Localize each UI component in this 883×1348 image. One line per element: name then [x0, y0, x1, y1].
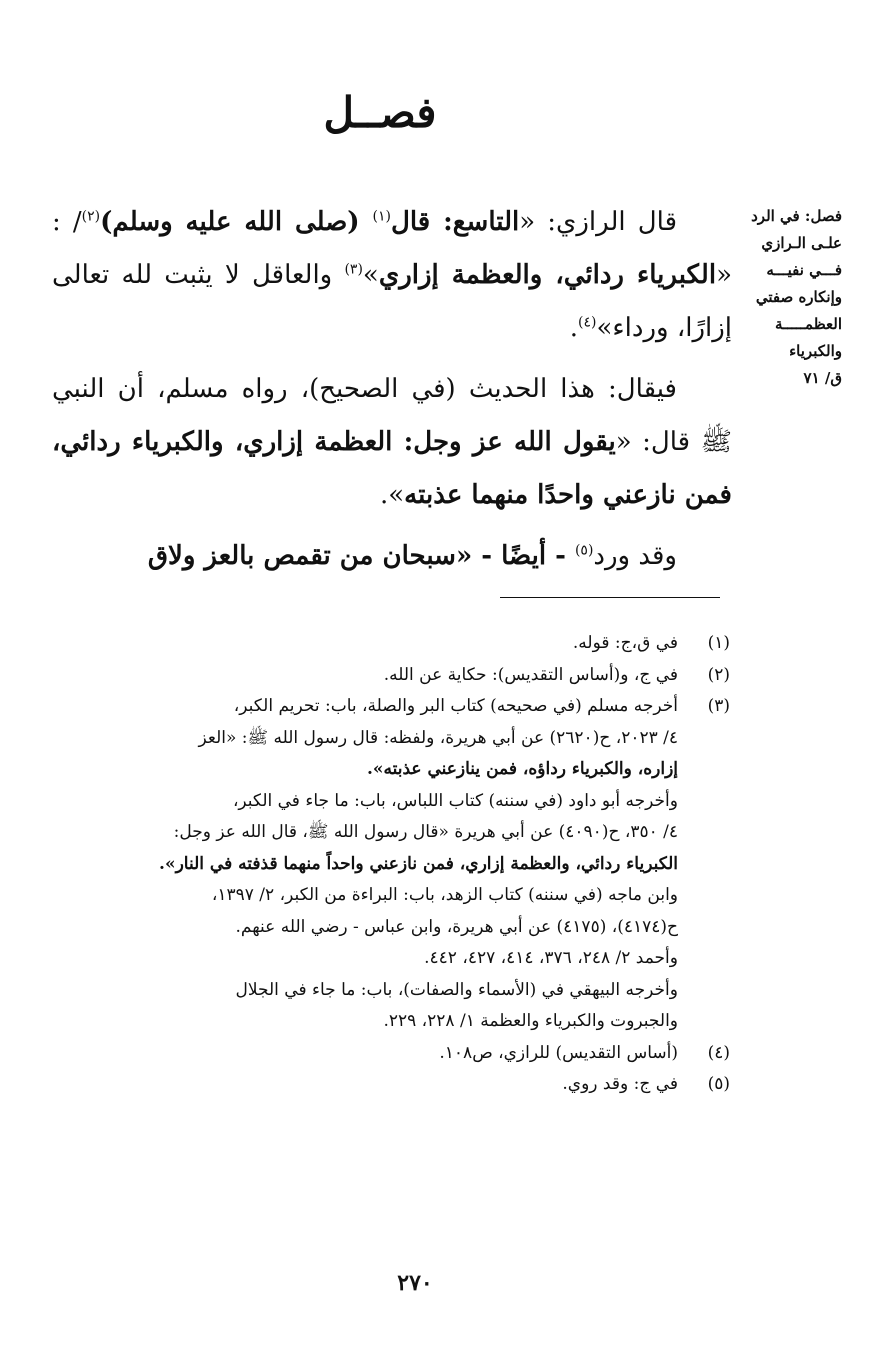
paragraph-2	[52, 363, 732, 522]
footnote-line: وأخرجه البيهقي في (الأسماء والصفات)، باب: ما جاء في الجلال	[235, 979, 678, 1000]
footnotes	[68, 628, 730, 1101]
footnote-body	[68, 1038, 678, 1070]
text-run: .	[569, 313, 579, 343]
footnote-ref: (٤)	[578, 314, 597, 331]
section-title: فصــل	[323, 88, 437, 137]
margin-note-line: والكبرياء	[789, 342, 842, 360]
footnote-line: الكبرياء ردائي، والعظمة إزاري، فمن نازعني واحداً منهما قذفته في النار».	[159, 853, 678, 874]
footnote-line: ٤/ ٢٠٢٣، ح(٢٦٢٠) عن أبي هريرة، ولفظه: قال رسول الله ﷺ: «العز	[198, 727, 678, 748]
footnote-line: في ج: وقد روي.	[562, 1074, 678, 1094]
text-run: / : «	[52, 207, 732, 290]
footnote-ref: (١)	[372, 208, 391, 225]
footnote-line: في ج، و(أساس التقديس): حكاية عن الله.	[383, 664, 678, 685]
text-run-bold: يقول الله عز وجل: العظمة إزاري، والكبرياء ردائي، فمن نازعني واحدًا منهما عذبته	[52, 427, 732, 510]
footnote-2	[68, 660, 730, 692]
footnote-number: (٥)	[707, 1074, 730, 1094]
footnote-body	[68, 660, 678, 692]
text-run: وقد ورد	[593, 541, 677, 571]
margin-note-line: فـــي نفيـــه	[766, 261, 842, 279]
footnote-line: وابن ماجه (في سننه) كتاب الزهد، باب: البراءة من الكبر، ٢/ ١٣٩٧،	[211, 885, 678, 905]
footnote-line: أخرجه مسلم (في صحيحه) كتاب البر والصلة، باب: تحريم الكبر،	[233, 696, 678, 716]
paragraph-3	[52, 530, 732, 583]
footnote-line: وأحمد ٢/ ٢٤٨، ٣٧٦، ٤١٤، ٤٢٧، ٤٤٢.	[424, 948, 678, 968]
text-run: ».	[380, 480, 405, 510]
margin-note-line: ق/ ٧١	[803, 369, 842, 387]
margin-note-line: فصل: في الرد	[751, 207, 842, 225]
text-run: فيقال: هذا الحديث (في الصحيح)، رواه مسلم، أن النبي ﷺ قال: «	[52, 374, 732, 457]
main-text	[52, 196, 732, 591]
text-run-bold: - أيضًا - «سبحان من تقمص بالعز ولاق	[147, 541, 575, 571]
footnote-line: (أساس التقديس) للرازي، ص١٠٨.	[439, 1042, 678, 1063]
footnote-1	[68, 628, 730, 660]
page-number: ٢٧٠	[397, 1270, 433, 1296]
footnote-ref: (٢)	[81, 208, 101, 225]
margin-note-line: وإنكاره صفتي	[755, 288, 842, 306]
footnote-line: في ق،ج: قوله.	[572, 633, 678, 653]
footnote-separator	[500, 597, 720, 598]
text-run: والعاقل لا يثبت لله تعالى إزارًا، ورداء»	[52, 260, 732, 343]
footnote-4	[68, 1038, 730, 1070]
footnote-line: ح(٤١٧٤)، (٤١٧٥) عن أبي هريرة، وابن عباس - رضي الله عنهم.	[235, 916, 678, 937]
margin-note-line: علـى الـرازي	[761, 234, 842, 252]
footnote-body	[68, 628, 678, 660]
footnote-number: (١)	[707, 633, 730, 653]
text-run-bold: الكبرياء ردائي، والعظمة إزاري	[378, 260, 717, 290]
footnote-5	[68, 1069, 730, 1101]
footnote-ref: (٥)	[574, 542, 594, 559]
footnote-3	[68, 691, 730, 1038]
margin-note-line: العظمـــــة	[775, 315, 842, 333]
margin-note	[746, 203, 842, 392]
footnote-ref: (٣)	[344, 261, 363, 278]
footnote-number: (٢)	[707, 664, 730, 685]
paragraph-1	[52, 196, 732, 355]
text-run-bold: التاسع: قال	[390, 207, 520, 237]
text-run-bold: (صلى الله عليه وسلم)	[100, 207, 373, 237]
footnote-number: (٤)	[707, 1042, 730, 1063]
text-run: »	[362, 260, 379, 290]
footnote-number: (٣)	[707, 696, 730, 716]
footnote-body	[68, 1069, 678, 1101]
footnote-line: والجبروت والكبرياء والعظمة ١/ ٢٢٨، ٢٢٩.	[383, 1011, 678, 1031]
footnote-body	[68, 691, 678, 1038]
footnote-line: إزاره، والكبرياء رداؤه، فمن ينازعني عذبته».	[366, 759, 678, 779]
footnote-line: ٤/ ٣٥٠، ح(٤٠٩٠) عن أبي هريرة «قال رسول الله ﷺ، قال الله عز وجل:	[173, 822, 678, 842]
footnote-line: وأخرجه أبو داود (في سننه) كتاب اللباس، باب: ما جاء في الكبر،	[232, 790, 678, 811]
text-run: قال الرازي: «	[519, 207, 677, 237]
